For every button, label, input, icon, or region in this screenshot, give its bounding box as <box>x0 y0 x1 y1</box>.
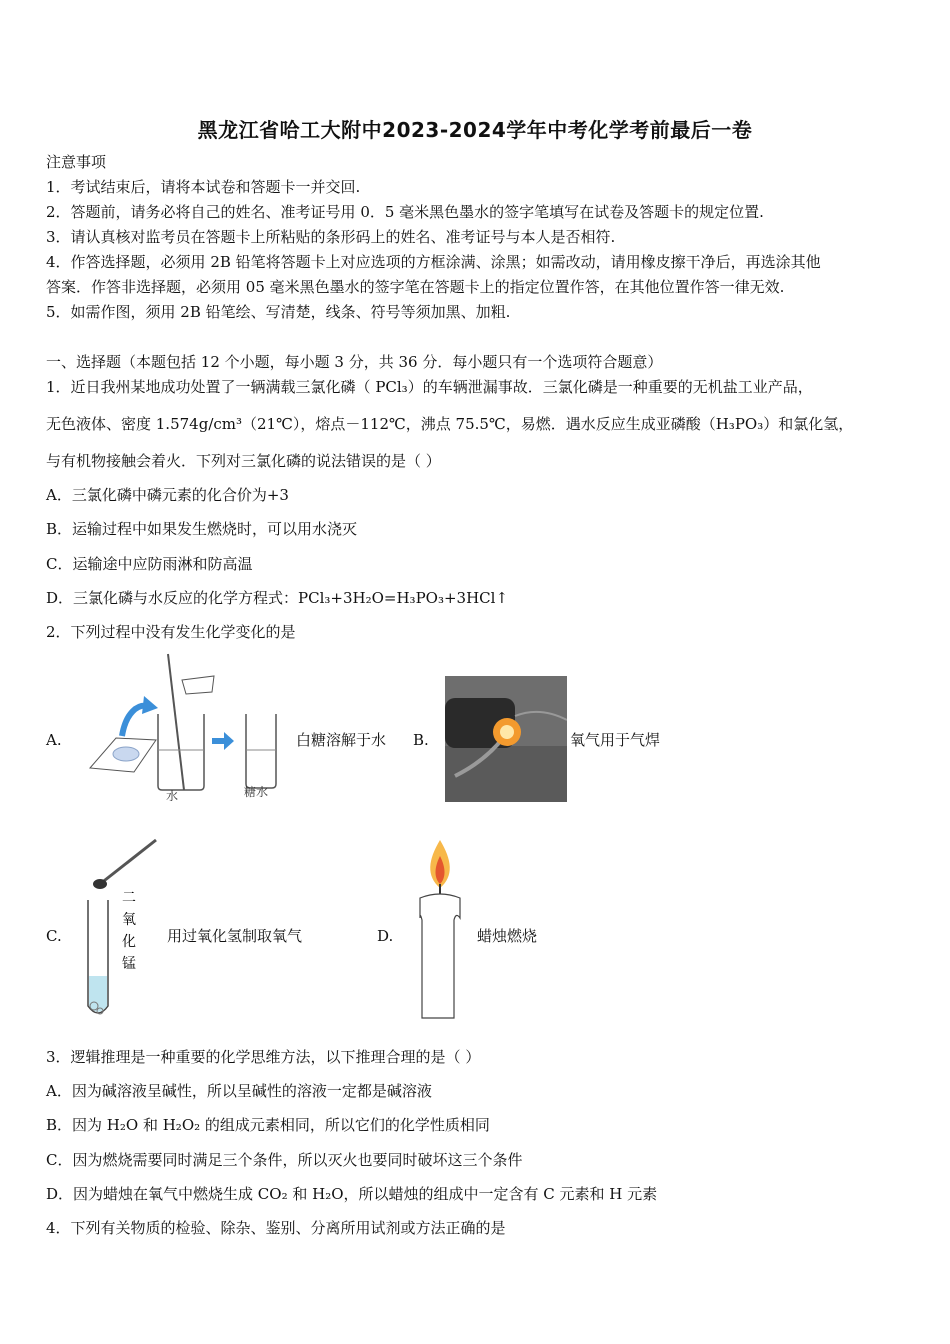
q2-b-text: 氧气用于气焊 <box>570 731 661 749</box>
q1-option-b: B．运输过程中如果发生燃烧时，可以用水浇灭 <box>46 520 358 538</box>
q4-stem: 4．下列有关物质的检验、除杂、鉴别、分离所用试剂或方法正确的是 <box>46 1219 506 1237</box>
section-heading: 一、选择题（本题包括 12 个小题，每小题 3 分，共 36 分．每小题只有一个选项符合题意） <box>46 353 663 371</box>
mno2-char: 锰 <box>122 956 136 972</box>
notice-item: 5．如需作图，须用 2B 铅笔绘、写清楚，线条、符号等须加黑、加粗. <box>46 303 511 321</box>
q3-option-a: A．因为碱溶液呈碱性，所以呈碱性的溶液一定都是碱溶液 <box>46 1082 432 1100</box>
q2-a-letter: A. <box>46 731 62 749</box>
notice-item: 4．作答选择题，必须用 2B 铅笔将答题卡上对应选项的方框涂满、涂黑；如需改动，请用橡皮擦干净后，再选涂其他 <box>46 253 821 271</box>
candle-figure <box>414 836 466 1020</box>
q2-d-text: 蜡烛燃烧 <box>477 927 538 945</box>
q2-b-letter: B. <box>413 731 429 749</box>
q2-d-letter: D. <box>377 927 394 945</box>
water-label: 水 <box>166 789 179 803</box>
q3-option-b: B．因为 H₂O 和 H₂O₂ 的组成元素相同，所以它们的化学性质相同 <box>46 1116 490 1134</box>
q1-line2: 无色液体、密度 1.574g/cm³（21℃），熔点－112℃，沸点 75.5℃，易燃．遇水反应生成亚磷酸（H₃PO₃）和氯化氢， <box>46 415 854 433</box>
mno2-char: 二 <box>122 890 136 906</box>
notice-item: 2．答题前，请务必将自己的姓名、准考证号用 0．5 毫米黑色墨水的签字笔填写在试卷及答题卡的规定位置. <box>46 203 764 221</box>
q2-stem: 2．下列过程中没有发生化学变化的是 <box>46 623 296 641</box>
q1-option-c: C．运输途中应防雨淋和防高温 <box>46 555 253 573</box>
q3-option-c: C．因为燃烧需要同时满足三个条件，所以灭火也要同时破坏这三个条件 <box>46 1151 523 1169</box>
q2-a-text: 白糖溶解于水 <box>296 731 387 749</box>
q3-option-d: D．因为蜡烛在氧气中燃烧生成 CO₂ 和 H₂O，所以蜡烛的组成中一定含有 C 元素和 H 元素 <box>46 1185 658 1203</box>
q1-line3: 与有机物接触会着火．下列对三氯化磷的说法错误的是（ ） <box>46 452 441 470</box>
mno2-char: 化 <box>122 934 136 950</box>
sugar-dissolve-figure <box>86 650 286 805</box>
sugar-water-label: 糖水 <box>244 785 269 799</box>
q2-c-letter: C. <box>46 927 62 945</box>
q1-option-d: D．三氯化磷与水反应的化学方程式：PCl₃+3H₂O=H₃PO₃+3HCl↑ <box>46 589 509 607</box>
q1-option-a: A．三氯化磷中磷元素的化合价为+3 <box>46 486 289 504</box>
q1-line1: 1．近日我州某地成功处置了一辆满载三氯化磷（ PCl₃）的车辆泄漏事故．三氯化磷是一种重要的无机盐工业产品， <box>46 378 813 396</box>
q2-c-text: 用过氧化氢制取氧气 <box>167 927 303 945</box>
gas-welding-photo <box>445 676 567 802</box>
notice-heading: 注意事项 <box>46 153 107 171</box>
notice-item: 3．请认真核对监考员在答题卡上所粘贴的条形码上的姓名、准考证号与本人是否相符. <box>46 228 616 246</box>
test-tube-figure <box>78 836 158 1022</box>
notice-item: 答案．作答非选择题，必须用 05 毫米黑色墨水的签字笔在答题卡上的指定位置作答，在其他位置作答一律无效. <box>46 278 785 296</box>
notice-item: 1．考试结束后，请将本试卷和答题卡一并交回. <box>46 178 361 196</box>
mno2-char: 氧 <box>122 912 136 928</box>
q3-stem: 3．逻辑推理是一种重要的化学思维方法，以下推理合理的是（ ） <box>46 1048 481 1066</box>
page-title: 黑龙江省哈工大附中2023-2024学年中考化学考前最后一卷 <box>197 118 753 142</box>
